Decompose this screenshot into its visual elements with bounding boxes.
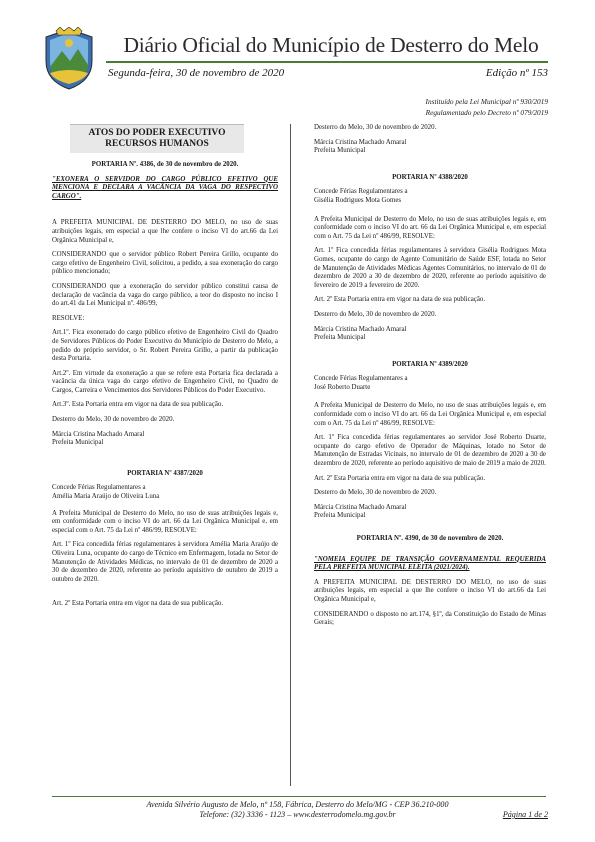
portaria-4388-art1: Art. 1º Fica concedida férias regulamentares à servidora Gisélia Rodrigues Mota Gomes, ocupante do cargo de Agente Comunitário de Saúde ESF, lotada no Setor de Manutenção de Atividades Médicas Agentes Comunitários, no intervalo de 01 de dezembro de 2020 a 30 de dezembro de 2020, referente ao período aquisitivo de fevereiro de 2019 a fevereiro de 2020. [314, 247, 546, 289]
portaria-4386-preamble: A PREFEITA MUNICIPAL DE DESTERRO DO MELO, no uso de suas atribuições legais, em especial a que lhe confere o inciso VI do art.66 da Lei Orgânica Municipal e, [52, 219, 278, 244]
edition-number: Edição nº 153 [485, 67, 548, 79]
portaria-4386-art3: Art.3º. Esta Portaria entra em vigor na data de sua publicação. [52, 401, 224, 409]
portaria-4390-ementa-text: "NOMEIA EQUIPE DE TRANSIÇÃO GOVERNAMENTAL REQUERIDA PELA PREFEITA MUNICIPAL ELEITA (2021/2024). [314, 555, 546, 572]
footer-contact: Telefone: (32) 3336 - 1123 – www.desterrodomelo.mg.gov.br [199, 810, 396, 819]
left-column [52, 124, 278, 615]
portaria-4387-preamble: A Prefeita Municipal de Desterro do Melo, no uso de suas atribuições legais e, em conformidade com o inciso VI do art. 66 da Lei Orgânica Municipal e, em especial com o Art. 75 da Lei nº 486/99, RESOLVE: [52, 509, 278, 534]
institution-note: Instituído pela Lei Municipal nº 930/2019 [425, 97, 548, 106]
column-divider [290, 124, 291, 786]
portaria-4388-subtitle-1: Concede Férias Regulamentares a [314, 188, 408, 196]
portaria-4387-title: PORTARIA Nº 4387/2020 [127, 469, 203, 477]
portaria-4389-place-date: Desterro do Melo, 30 de novembro de 2020. [314, 489, 437, 497]
portaria-4390-ementa [314, 556, 546, 573]
portaria-4388-signer-role: Prefeita Municipal [314, 334, 366, 342]
portaria-4387-art1: Art. 1º Fica concedida férias regulamentares à servidora Amélia Maria Araújo de Oliveira Luna, ocupante do cargo de Técnico em Enfermagem, lotada no Setor de Manutenção de Atividades Médicas, no intervalo de 01 de dezembro de 2020 a 30 de dezembro de 2020, referente ao período aquisitivo de outubro de 2019 a outubro de 2020. [52, 541, 278, 583]
portaria-4388-subtitle-2: Gisélia Rodrigues Mota Gomes [314, 196, 402, 204]
portaria-4386-signer-name: Márcia Cristina Machado Amaral [52, 430, 145, 438]
portaria-4389-title: PORTARIA Nº 4389/2020 [392, 360, 468, 368]
right-column [314, 124, 546, 634]
portaria-4389-art2: Art. 2º Esta Portaria entra em vigor na data de sua publicação. [314, 474, 486, 482]
portaria-4388-title: PORTARIA Nº 4388/2020 [392, 173, 468, 181]
portaria-4387-subtitle-1: Concede Férias Regulamentares a [52, 484, 146, 492]
portaria-4386-art1: Art.1º. Fica exonerado do cargo público efetivo de Engenheiro Civil do Quadro de Servidores Públicos do Poder Executivo do Município de Desterro do Melo, a pedido do próprio servidor, o Sr. Robert Pereira Grillo, a partir da publicação desta Portaria. [52, 329, 278, 363]
portaria-4387-signer-role: Prefeita Municipal [314, 147, 366, 155]
portaria-4389-signer-role: Prefeita Municipal [314, 512, 366, 520]
portaria-4387-subtitle-2: Amélia Maria Araújo de Oliveira Luna [52, 493, 160, 501]
section-heading [70, 124, 244, 153]
portaria-4389-subtitle-1: Concede Férias Regulamentares a [314, 375, 408, 383]
regulation-note: Regulamentado pelo Decreto nº 079/2019 [425, 108, 548, 117]
portaria-4387-place-date: Desterro do Melo, 30 de novembro de 2020. [314, 124, 437, 131]
portaria-4386-ementa: "EXONERA O SERVIDOR DO CARGO PÚBLICO EFETIVO QUE MENCIONA E DECLARA A VACÂNCIA DA VAGA DO RESPECTIVO CARGO". [52, 175, 278, 200]
footer-address: Avenida Silvério Augusto de Melo, nº 158, Fábrica, Desterro do Melo/MG - CEP 36.210-000 [146, 800, 449, 809]
portaria-4386-title: PORTARIA Nº. 4386, de 30 de novembro de 2020. [91, 161, 239, 168]
issue-date: Segunda-feira, 30 de novembro de 2020 [108, 67, 285, 79]
portaria-4387-signer-name: Márcia Cristina Machado Amaral [314, 138, 407, 146]
portaria-4388-signer-name: Márcia Cristina Machado Amaral [314, 325, 407, 333]
page-indicator: Página 1 de 2 [502, 810, 548, 819]
journal-title: Diário Oficial do Município de Desterro do Melo [123, 33, 539, 57]
portaria-4388-art2: Art. 2º Esta Portaria entra em vigor na data de sua publicação. [314, 296, 486, 304]
portaria-4390-considering-1: CONSIDERANDO o disposto no art.174, §1º, da Constituição do Estado de Minas Gerais; [314, 610, 546, 627]
portaria-4390-preamble: A PREFEITA MUNICIPAL DE DESTERRO DO MELO, no uso de suas atribuições legais, em especial a que lhe confere o inciso VI do art.66 da Lei Orgânica Municipal e, [314, 578, 546, 603]
portaria-4389-signer-name: Márcia Cristina Machado Amaral [314, 503, 407, 511]
portaria-4389-preamble: A Prefeita Municipal de Desterro do Melo, no uso de suas atribuições legais e, em conformidade com o inciso VI do art. 66 da Lei Orgânica Municipal e, em especial com o Art. 75 da Lei nº 486/99, RESOLVE: [314, 402, 546, 427]
portaria-4388-preamble: A Prefeita Municipal de Desterro do Melo, no uso de suas atribuições legais e, em conformidade com o inciso VI do art. 66 da Lei Orgânica Municipal e, em especial com o Art. 75 da Lei nº 486/99, RESOLVE: [314, 215, 546, 240]
portaria-4389-subtitle-2: José Roberto Duarte [314, 383, 371, 391]
portaria-4389-art1: Art. 1º Fica concedida férias regulamentares ao servidor José Roberto Duarte, ocupante do cargo efetivo de Operador de Máquinas, lotado no Setor de Manutenção de Estradas Vicinais, no intervalo de 01 de dezembro de 2020 a 30 de dezembro de 2020, referente ao período aquisitivo de maio de 2019 a maio de 2020. [314, 434, 546, 468]
footer-rule [52, 796, 546, 797]
portaria-4386-signer-role: Prefeita Municipal [52, 439, 104, 447]
portaria-4386-place-date: Desterro do Melo, 30 de novembro de 2020. [52, 416, 175, 424]
portaria-4386-considering-1: CONSIDERANDO que o servidor público Robert Pereira Grillo, ocupante do cargo efetivo de Engenheiro Civil, solicitou, a pedido, a sua exoneração do cargo público mencionado; [52, 251, 278, 276]
section-title-2: RECURSOS HUMANOS [105, 139, 209, 149]
portaria-4387-art2: Art. 2º Esta Portaria entra em vigor na data de sua publicação. [52, 600, 224, 608]
header-rule [106, 61, 548, 63]
section-title-1: ATOS DO PODER EXECUTIVO [88, 128, 226, 138]
portaria-4388-place-date: Desterro do Melo, 30 de novembro de 2020. [314, 310, 437, 318]
portaria-4390-title: PORTARIA Nº. 4390, de 30 de novembro de 2020. [356, 535, 504, 542]
municipal-crest-icon [42, 27, 96, 91]
portaria-4386-considering-2: CONSIDERANDO que a exoneração do servidor público constitui causa de declaração de vacância da vaga do cargo público, a teor do disposto no inciso I do art.41 da Lei Municipal nº. 486/99, [52, 282, 278, 308]
portaria-4386-resolve: RESOLVE: [52, 314, 85, 322]
portaria-4386-art2: Art.2º. Em virtude da exoneração a que se refere esta Portaria fica declarada a vacância da única vaga do cargo efetivo de Engenheiro Civil, no Quadro de Cargos, Carreira e Vencimentos dos Servidores Públicos do Poder Executivo. [52, 369, 278, 394]
